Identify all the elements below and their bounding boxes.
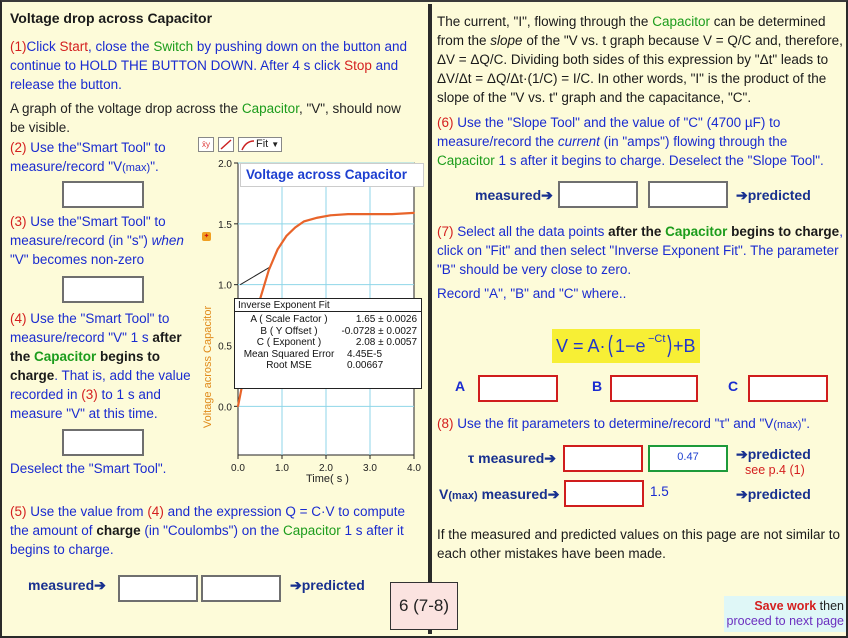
chart-xlabel: Time( s ): [306, 473, 349, 485]
see-page-note: see p.4 (1): [745, 463, 805, 477]
fit-row-value: 0.00667: [347, 360, 384, 371]
data-point: [369, 213, 371, 215]
fit-dropdown[interactable]: [238, 137, 282, 152]
step-7-b: , click on "Fit" and then select "Inverse Exponent Fit". The parameter "B" should be very close to zero.: [437, 224, 843, 277]
label-b: B: [592, 378, 603, 394]
data-point: [347, 213, 349, 215]
data-point: [237, 405, 239, 407]
smart-tool-icon[interactable]: x̄y: [198, 137, 214, 152]
fit-row-c: [235, 337, 421, 349]
step-8-sub: (max): [773, 419, 802, 431]
y-tick-label: 1.5: [218, 219, 232, 231]
nonzero-time-input-box[interactable]: [62, 276, 144, 303]
begins-word: begins to charge: [10, 349, 161, 383]
fit-results-box[interactable]: [234, 298, 422, 389]
vmax-sub: (max): [448, 490, 478, 502]
vmax-predicted-value: 1.5: [650, 484, 669, 499]
tau-predicted-value: 0.47: [648, 445, 728, 472]
tau-predicted-label: ➔predicted: [736, 446, 811, 462]
charge-predicted-label: ➔predicted: [290, 577, 365, 593]
fit-row-value: 1.65 ± 0.0026: [355, 314, 417, 325]
charge-measured-label: measured➔: [28, 577, 106, 593]
x-tick-label: 1.0: [275, 463, 289, 474]
data-point: [294, 227, 296, 229]
step-2-body: Use the"Smart Tool" to measure/record "V: [10, 140, 166, 174]
switch-word: Switch: [153, 39, 194, 54]
svg-text:−Ct: −Ct: [648, 333, 666, 345]
x-tick-label: 4.0: [407, 463, 421, 474]
vmax-v: V: [439, 486, 449, 502]
intro-text: [437, 12, 843, 107]
step-8-text: [437, 414, 843, 435]
x-tick-label: 2.0: [319, 463, 333, 474]
step-1-text: [10, 37, 418, 94]
current-measured-label: measured➔: [475, 187, 553, 203]
label-a: A: [455, 378, 466, 394]
step-3-end: "V" becomes non-zero: [10, 252, 145, 267]
intro-b: can be determined from the: [437, 14, 826, 48]
data-point: [268, 269, 270, 271]
label-c: C: [728, 378, 739, 394]
fit-row-value: -0.0728 ± 0.0027: [341, 325, 417, 337]
vmax-predicted-label: ➔predicted: [736, 486, 811, 502]
save-then-word: then: [816, 599, 844, 613]
fit-title: Inverse Exponent Fit: [235, 299, 421, 312]
fit-row-name: Mean Squared Error: [243, 348, 335, 360]
y-tick-label: 0.0: [218, 402, 232, 414]
x-tick-label: 3.0: [363, 463, 377, 474]
fit-icon: [241, 139, 255, 151]
deselect-smart-tool: Deselect the "Smart Tool".: [10, 461, 167, 476]
fit-row-name: A ( Scale Factor ): [250, 314, 328, 325]
data-point: [413, 212, 415, 214]
step-1-number: (1): [10, 39, 27, 54]
fit-row-value: 2.08 ± 0.0057: [355, 337, 417, 348]
stop-word: Stop: [344, 58, 372, 73]
chart-title: Voltage across Capacitor: [246, 167, 408, 182]
step-2-text: [10, 138, 195, 178]
capacitor-word: Capacitor: [241, 101, 299, 116]
begins-word-7: begins to charge: [727, 224, 840, 239]
step-1-a: Click: [26, 39, 60, 54]
data-point: [303, 221, 305, 223]
charge-measured-input[interactable]: [118, 575, 198, 602]
voltage-1s-input-box[interactable]: [62, 429, 144, 456]
tau-measured-label: τ measured➔: [468, 450, 557, 466]
when-word: when: [151, 233, 184, 248]
graph-text-b: , "V", should now be visible.: [10, 101, 401, 135]
step-7-a: Select all the data points: [453, 224, 609, 239]
fit-label: Fit: [256, 138, 269, 150]
formula-image: [552, 329, 700, 363]
step-5-text: [10, 502, 422, 559]
step-1-c: by pushing down on the button and continue to HOLD THE BUTTON DOWN. After 4 s click: [10, 39, 407, 73]
param-c-input[interactable]: [748, 375, 828, 402]
step-6-c: 1 s after it begins to charge. Deselect the "Slope Tool".: [494, 153, 824, 168]
capacitor-word-intro: Capacitor: [652, 14, 710, 29]
fit-row-mse: [235, 349, 421, 361]
intro-a: The current, "I", flowing through the: [437, 14, 653, 29]
fit-row-rmse: [235, 360, 421, 372]
step-2-number: (2): [10, 140, 27, 155]
fit-row-name: C ( Exponent ): [256, 337, 322, 348]
current-predicted-label: ➔predicted: [736, 187, 811, 203]
step-4-b: . That is, add the value recorded in: [10, 368, 191, 402]
param-a-input[interactable]: [478, 375, 558, 402]
data-point: [391, 213, 393, 215]
step-4-number: (4): [10, 311, 27, 326]
step-4-a: Use the "Smart Tool" to measure/record "V" 1 s: [10, 311, 170, 345]
capacitor-word-4: Capacitor: [34, 349, 97, 364]
fit-row-name: B ( Y Offset ): [260, 325, 318, 337]
step-5-c: (in "Coulombs") on the: [140, 523, 283, 538]
step-5-number: (5): [10, 504, 27, 519]
step-8-b: ".: [801, 416, 811, 431]
record-abc-text: Record "A", "B" and "C" where..: [437, 286, 627, 301]
step-5-a: Use the value from: [26, 504, 148, 519]
data-point: [286, 235, 288, 237]
formula-graphic: [552, 329, 700, 363]
step-8-a: Use the fit parameters to determine/record "τ" and "V: [453, 416, 774, 431]
step-8-number: (8): [437, 416, 454, 431]
page-title: Voltage drop across Capacitor: [10, 10, 213, 26]
tau-measured-input[interactable]: [563, 445, 643, 472]
step-2-end: ".: [150, 159, 159, 174]
page-number: 6 (7-8): [390, 582, 458, 630]
step-6-text: [437, 113, 843, 170]
after-the-word-7: after the: [608, 224, 666, 239]
y-tick-label: 0.5: [218, 341, 232, 353]
vmax-measured-input[interactable]: [564, 480, 644, 507]
current-word: current: [557, 134, 600, 149]
charge-predicted-input[interactable]: [201, 575, 281, 602]
series-marker-icon[interactable]: ✦: [203, 233, 210, 240]
capacitor-word-6: Capacitor: [437, 153, 495, 168]
x-tick-label: 0.0: [231, 463, 245, 474]
fit-row-a: [235, 314, 421, 326]
conclusion-text: If the measured and predicted values on this page are not similar to each other mistakes have been made.: [437, 527, 840, 561]
step-6-b: (in "amps") flowing through the: [599, 134, 788, 149]
svg-text:1−e: 1−e: [615, 336, 646, 356]
step-6-a: Use the "Slope Tool" and the value of "C" (4700 µF) to measure/record the: [437, 115, 781, 149]
graph-visible-text: [10, 99, 418, 137]
fit-rows: [235, 312, 421, 372]
chevron-down-icon: ▼: [271, 140, 280, 149]
fit-row-name: Root MSE: [266, 360, 312, 371]
step-7-number: (7): [437, 224, 454, 239]
y-tick-label: 2.0: [218, 159, 232, 170]
step-3-text: [10, 212, 200, 269]
step-7-text: [437, 222, 845, 279]
data-point: [316, 217, 318, 219]
intro-c: of the "V vs. t graph because V = Q/C and, therefore, ΔV = ΔQ/C. Dividing both sides of this expression by "Δt" leads to ΔV/Δt = ΔQ/Δt·(1/C) = I/C. In other words, "I" is the product of the slope of the "V vs. t" graph and the capacitance, "C".: [437, 33, 843, 105]
graph-text-a: A graph of the voltage drop across the: [10, 101, 242, 116]
current-predicted-input[interactable]: [648, 181, 728, 208]
capacitor-word-7: Capacitor: [665, 224, 728, 239]
proceed-next-page[interactable]: proceed to next page: [726, 614, 844, 628]
charge-word: charge: [96, 523, 141, 538]
y-tick-label: 1.0: [218, 280, 232, 292]
fit-row-b: [235, 326, 421, 338]
chart-ylabel: Voltage across Capacitor: [202, 305, 214, 429]
after-the-word: after the: [10, 330, 182, 364]
current-measured-input[interactable]: [558, 181, 638, 208]
step-4-c: to 1 s and measure "V" at this time.: [10, 387, 161, 421]
step-6-number: (6): [437, 115, 454, 130]
save-work-note[interactable]: [724, 596, 846, 632]
step-5-ref: (4): [147, 504, 164, 519]
vmax-measured-label: [439, 486, 559, 503]
graph-panel: [196, 133, 428, 489]
svg-text:+B: +B: [673, 336, 696, 356]
step-1-b: , close the: [88, 39, 154, 54]
graph-toolbar: [196, 133, 292, 155]
step-5-d: 1 s after it begins to charge.: [10, 523, 404, 557]
step-3-body: Use the"Smart Tool" to measure/record (in "s"): [10, 214, 166, 248]
data-point: [277, 248, 279, 250]
vmax-input-box[interactable]: [62, 181, 144, 208]
param-b-input[interactable]: [610, 375, 698, 402]
column-divider: [428, 4, 432, 634]
step-3-number: (3): [10, 214, 27, 229]
step-1-d: and release the button.: [10, 58, 399, 92]
slope-tool-icon[interactable]: [218, 137, 234, 152]
fit-row-value: 4.45E-5: [347, 348, 383, 360]
vmax-measured-word: measured➔: [477, 486, 560, 502]
step-4-ref: (3): [81, 387, 98, 402]
svg-text:V = A·: V = A·: [556, 336, 606, 356]
capacitor-word-5: Capacitor: [283, 523, 341, 538]
step-2-sub: (max): [122, 162, 151, 174]
save-work-word: Save work: [754, 599, 817, 613]
start-word: Start: [59, 39, 89, 54]
slope-word: slope: [490, 33, 523, 48]
step-4-text: [10, 309, 196, 423]
data-point: [330, 214, 332, 216]
step-5-b: and the expression Q = C·V to compute the amount of: [10, 504, 406, 538]
